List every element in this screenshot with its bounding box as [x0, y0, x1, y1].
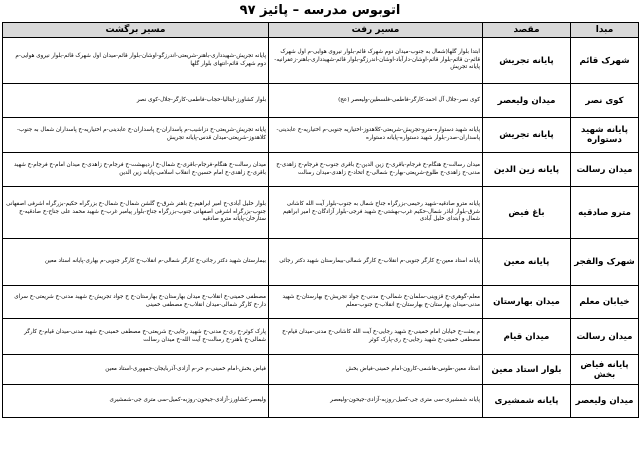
outbound-route-cell — [269, 385, 483, 418]
outbound-route-cell-text: استاد معین-طوس-هاشمی-کارون-امام خمینی-فیاض بخش — [345, 365, 480, 372]
destination-cell — [483, 38, 571, 84]
return-route-cell — [3, 319, 269, 355]
return-route-cell-text: میدان رسالت-خ هنگام-فرجام-باقری-خ شمال-خ اردیبهشت-خ فرجام-خ زاهدی-خ میدان امام-خ فرجام-خ شهید باقری-خ زاهدی-خ امام حسین-خ انقلاب اسلامی-پایانه زین الدین — [13, 161, 266, 176]
table-row — [3, 187, 639, 239]
destination-cell-text: میدان بهارستان — [493, 297, 560, 307]
destination-cell-text: میدان ولیعصر — [497, 95, 556, 106]
origin-cell — [571, 319, 639, 355]
destination-cell-text: باغ فیض — [508, 207, 545, 218]
destination-cell-text: پایانه تجریش — [499, 130, 554, 140]
origin-cell — [571, 187, 639, 239]
return-route-cell-text: پایانه تجریش-شهیدداری-باهنر-شریعتی-اندرزگو-اوشان-بلوار قائم-میدان اول شهرک قائم-بلوار نیروی هوایی-م دوم شهرک قائم-انتهای بلوار گلها — [15, 52, 266, 67]
outbound-route-cell — [269, 355, 483, 385]
outbound-route-cell — [269, 286, 483, 319]
origin-cell-text: شهرک والفجر — [574, 257, 635, 267]
origin-cell — [571, 286, 639, 319]
origin-cell — [571, 239, 639, 286]
origin-cell — [571, 355, 639, 385]
return-route-cell-text: بلوار کشاورز-ایتالیا-حجاب-فاطمی-کارگر-جلال-کوی نصر — [136, 96, 266, 103]
origin-cell-text: شهرک قائم — [579, 55, 630, 66]
destination-cell-text: پایانه شمشیری — [494, 396, 559, 406]
destination-cell — [483, 84, 571, 118]
destination-cell — [483, 355, 571, 385]
table-row — [3, 355, 639, 385]
destination-cell-text: بلوار استاد معین — [491, 364, 562, 375]
origin-cell-text: میدان ولیعصر — [575, 396, 634, 406]
destination-cell — [483, 385, 571, 418]
return-route-cell — [3, 355, 269, 385]
return-route-cell-text: بیمارستان شهید دکتر رجائی-خ کارگر شمالی-م انقلاب-خ کارگر جنوبی-م بهاری-پایانه استاد معین — [45, 258, 266, 265]
destination-cell — [483, 286, 571, 319]
origin-cell — [571, 38, 639, 84]
origin-cell — [571, 84, 639, 118]
destination-cell-text: پایانه تجریش — [499, 55, 554, 66]
origin-cell-text: پایانه شهید دستواره — [581, 125, 628, 145]
table-row — [3, 286, 639, 319]
return-route-cell-text: فیاض بخش-امام خمینی-م حر-م آزادی-آذربایجان-جمهوری-استاد معین — [105, 365, 266, 372]
outbound-route-cell-text: پایانه استاد معین-خ کارگر جنوبی-م انقلاب-خ کارگر شمالی-بیمارستان شهید دکتر رجائی — [279, 258, 480, 265]
outbound-route-cell-text: پایانه شمشیری-سی متری جی-کمیل-روزبه-آزادی-جیحون-ولیعصر — [330, 397, 480, 404]
outbound-route-cell-text: م بعثت-خ خیابان امام خمینی-خ شهید رجایی-خ آیت الله کاشانی-خ مدنی-میدان قیام-خ مصطفی خمینی-خ شهید رجایی-خ ری-پارک کوثر — [282, 328, 480, 343]
return-route-cell — [3, 38, 269, 84]
destination-cell — [483, 239, 571, 286]
origin-cell-text: کوی نصر — [585, 95, 624, 106]
return-route-cell — [3, 239, 269, 286]
table-row — [3, 153, 639, 187]
return-route-cell — [3, 286, 269, 319]
return-route-cell-text: مصطفی خمینی-خ انقلاب-خ میدان بهارستان-خ بهارستان-خ خ جواد تجریش-خ شهید مدنی-خ شریعتی-خ سرای دار-خ کارگر شمالی-میدان انقلاب-خ مصطفی خمینی — [14, 294, 266, 308]
destination-cell — [483, 319, 571, 355]
header-origin: مبدا — [571, 23, 639, 38]
origin-cell-text: میدان رسالت — [576, 331, 633, 342]
destination-cell — [483, 187, 571, 239]
table-row — [3, 385, 639, 418]
table-row — [3, 84, 639, 118]
origin-cell — [571, 153, 639, 187]
header-return-route: مسیر برگشت — [3, 23, 269, 38]
return-route-cell — [3, 187, 269, 239]
outbound-route-cell — [269, 38, 483, 84]
table-row — [3, 38, 639, 84]
destination-cell-text: میدان قیام — [503, 331, 550, 342]
outbound-route-cell-text: پایانه مترو صادقیه-شهید رحیمی-بزرگراه جناح شمال به جنوب-بلوار آیت الله کاشانی شرق-بلوار اباذر شمال-حکیم غرب-بهشتی-خ شهید فرجی-بلوار آزادگان-خ امیر ابراهیم شمال و ابتدای خلیل آبادی — [282, 201, 480, 223]
bus-schedule-table — [2, 22, 639, 418]
outbound-route-cell — [269, 239, 483, 286]
origin-cell-text: مترو صادقیه — [578, 207, 631, 218]
return-route-cell-text: ولیعصر-کشاورز-آزادی-جیحون-روزبه-کمیل-سی متری جی-شمشیری — [109, 397, 266, 404]
origin-cell — [571, 118, 639, 153]
table-row — [3, 118, 639, 153]
origin-cell-text: میدان رسالت — [576, 164, 633, 175]
return-route-cell — [3, 385, 269, 418]
outbound-route-cell — [269, 118, 483, 153]
outbound-route-cell-text: ابتدا بلوار گلها(شمال به جنوب-میدان دوم شهرک قائم-بلوار نیروی هوایی-م اول شهرک قائم-ن قائم-بلوار قائم-اوشان-دارآباد-اوشان-اندرزگو-بلوار قائم-شهیدداری-باهنر-زعفرانیه-پایانه تجریش — [274, 49, 480, 71]
table-header-row — [3, 23, 639, 38]
outbound-route-cell-text: کوی نصر-جلال آل احمد-کارگر-فاطمی-فلسطین-ولیعصر (عج) — [338, 96, 480, 103]
origin-cell-text: پایانه فیاض بخش — [580, 359, 629, 380]
return-route-cell — [3, 84, 269, 118]
table-row — [3, 239, 639, 286]
outbound-route-cell-text: پایانه شهید دستواره-مترو-تجریش-شریعتی-کلاهدوز-اختیاریه جنوبی-م اختیاریه-خ عابدینی-پاسداران-صدر-بلوار شهید دستواره-پایانه دستواره — [276, 127, 480, 141]
outbound-route-cell-text: معلم-گوهری-خ قزوینی-سلمان-خ شمالی-خ مدنی-خ جواد تجریش-خ بهارستان-خ شهید مدنی-میدان بهارستان-خ بهارستان-خ انقلاب-خ جنوب-معلم — [282, 294, 480, 308]
origin-cell-text: خیابان معلم — [579, 297, 630, 307]
header-destination: مقصد — [483, 23, 571, 38]
return-route-cell-text: پایانه تجریش-شریعتی-خ دزاشیب-م پاسداران-خ پاسداران-خ عابدینی-م اختیاریه-خ پاسداران شمال به جنوب-کلاهدوز-شریعتی-میدان قدس-پایانه تجریش — [16, 127, 266, 141]
outbound-route-cell — [269, 84, 483, 118]
return-route-cell-text: بلوار خلیل آبادی-خ امیر ابراهیم-خ باهنر شرق-خ گلشن شمال-خ شمال-خ بزرگراه حکیم-بزرگراه اشرفی اصفهانی جنوب-بزرگراه اشرفی اصفهانی جنوب-بزرگراه جناح-بلوار پیامبر غرب-خ شهید محمد علی جناح-خ صادقیه-خ ستارخان-پایانه مترو صادقیه — [6, 201, 266, 223]
return-route-cell — [3, 153, 269, 187]
outbound-route-cell — [269, 187, 483, 239]
header-outbound-route: مسیر رفت — [269, 23, 483, 38]
origin-cell — [571, 385, 639, 418]
outbound-route-cell — [269, 319, 483, 355]
destination-cell — [483, 153, 571, 187]
destination-cell-text: پایانه زین الدین — [493, 164, 560, 175]
table-row — [3, 319, 639, 355]
outbound-route-cell-text: میدان رسالت-خ هنگام-خ فرجام-باقری-خ زین الدین-خ باقری جنوب-خ فرجام-خ زاهدی-خ مدنی-خ زاهدی-خ طلوع-شریعتی-بهار-خ شمالی-خ اتحاد-خ زاهدی-میدان رسالت — [276, 161, 480, 176]
page-title: اتوبوس مدرسه – پائیز ۹۷ — [239, 3, 401, 18]
return-route-cell-text: پارک کوثر-خ ری-خ مدنی-خ شهید رجایی-خ شریعتی-خ مصطفی خمینی-خ شهید مدنی-میدان قیام-خ کارگر شمالی-خ باهنر-خ رسالت-خ آیت الله-خ میدان رسالت — [24, 328, 266, 343]
return-route-cell — [3, 118, 269, 153]
destination-cell — [483, 118, 571, 153]
outbound-route-cell — [269, 153, 483, 187]
destination-cell-text: پایانه معین — [503, 257, 550, 267]
